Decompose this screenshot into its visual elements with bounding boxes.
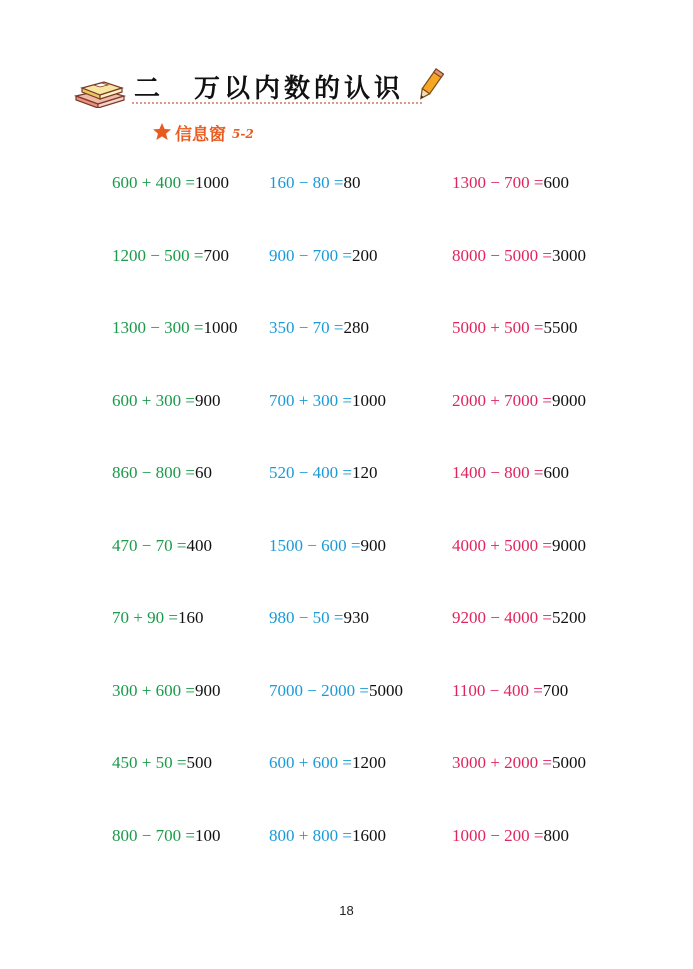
problem-expression: 1100 − 400 =: [452, 680, 543, 700]
problem-expression: 980 − 50 =: [269, 608, 344, 627]
problem-answer: 120: [351, 463, 378, 482]
arithmetic-problem: [112, 318, 237, 338]
problem-answer: 600: [543, 173, 569, 192]
arithmetic-problem: [452, 463, 569, 483]
page-number: 18: [339, 903, 354, 918]
problem-answer: 700: [203, 245, 229, 265]
problem-expression: 860 − 800 =: [112, 463, 195, 482]
problem-answer: 9000: [551, 390, 586, 410]
problem-answer: 280: [343, 318, 369, 337]
problem-answer: 200: [351, 245, 378, 265]
problem-expression: 9200 − 4000 =: [452, 608, 552, 627]
arithmetic-problem: [112, 826, 220, 846]
problem-answer: 1000: [203, 318, 238, 337]
section-code: 5-2: [232, 127, 254, 141]
problem-expression: 800 − 700 =: [112, 825, 195, 845]
pencil-icon: [414, 68, 444, 104]
arithmetic-problem: [452, 173, 569, 193]
problem-answer: 100: [194, 825, 221, 845]
problem-expression: 8000 − 5000 =: [452, 245, 552, 265]
problem-expression: 160 − 80 =: [269, 173, 344, 192]
problem-answer: 160: [177, 608, 204, 627]
arithmetic-problem: [269, 826, 386, 846]
arithmetic-problem: [269, 318, 369, 338]
problem-expression: 1000 − 200 =: [452, 825, 544, 845]
arithmetic-problem: [269, 173, 360, 193]
arithmetic-problem: [269, 608, 369, 628]
arithmetic-problem: [112, 173, 229, 193]
arithmetic-problem: [112, 753, 212, 773]
problem-expression: 1400 − 800 =: [452, 463, 544, 482]
problem-expression: 600 + 600 =: [269, 753, 352, 772]
arithmetic-problem: [269, 463, 377, 483]
arithmetic-problem: [452, 246, 586, 266]
arithmetic-problem: [452, 536, 586, 556]
problem-answer: 900: [360, 535, 386, 555]
arithmetic-problem: [269, 536, 386, 556]
arithmetic-problem: [112, 391, 220, 411]
problem-expression: 600 + 400 =: [112, 173, 195, 192]
problem-answer: 900: [194, 390, 221, 410]
problem-expression: 600 + 300 =: [112, 390, 195, 410]
arithmetic-problem: [269, 753, 386, 773]
arithmetic-problem: [452, 391, 586, 411]
star-icon: [152, 122, 172, 142]
problem-expression: 5000 + 500 =: [452, 318, 544, 337]
problem-answer: 5500: [543, 318, 578, 337]
problem-answer: 5000: [551, 753, 586, 772]
problem-answer: 1200: [351, 753, 386, 772]
problem-expression: 300 + 600 =: [112, 680, 195, 700]
problem-answer: 800: [543, 825, 569, 845]
section-heading: [152, 120, 254, 144]
problem-expression: 900 − 700 =: [269, 245, 352, 265]
problem-expression: 520 − 400 =: [269, 463, 352, 482]
arithmetic-problem: [269, 681, 403, 701]
arithmetic-problem: [112, 536, 212, 556]
problem-expression: 7000 − 2000 =: [269, 680, 369, 700]
problem-expression: 2000 + 7000 =: [452, 390, 552, 410]
problem-expression: 70 + 90 =: [112, 608, 178, 627]
arithmetic-problem: [269, 391, 386, 411]
problem-answer: 1000: [351, 390, 386, 410]
problem-answer: 60: [194, 463, 212, 482]
problem-answer: 3000: [551, 245, 586, 265]
chapter-title: 万以内数的认识: [194, 74, 405, 104]
problem-answer: 1600: [351, 825, 386, 845]
problem-answer: 500: [186, 753, 212, 772]
arithmetic-problem: [112, 246, 229, 266]
problem-answer: 900: [194, 680, 221, 700]
arithmetic-problem: [452, 826, 569, 846]
arithmetic-problem: [269, 246, 377, 266]
problem-answer: 9000: [551, 535, 586, 555]
problem-answer: 5200: [551, 608, 586, 627]
arithmetic-problem: [112, 681, 220, 701]
arithmetic-problem: [452, 608, 586, 628]
problem-expression: 1300 − 700 =: [452, 173, 544, 192]
title-underline: [132, 102, 422, 104]
books-icon: [72, 74, 128, 108]
problem-expression: 350 − 70 =: [269, 318, 344, 337]
problem-answer: 700: [542, 680, 569, 700]
chapter-number: 二: [134, 74, 163, 104]
problem-expression: 3000 + 2000 =: [452, 753, 552, 772]
problem-expression: 800 + 800 =: [269, 825, 352, 845]
problem-answer: 80: [343, 173, 361, 192]
problem-expression: 4000 + 5000 =: [452, 535, 552, 555]
problem-answer: 400: [186, 535, 212, 555]
arithmetic-problem: [452, 318, 577, 338]
section-label: 信息窗: [175, 124, 226, 145]
problem-expression: 1500 − 600 =: [269, 535, 361, 555]
problem-expression: 470 − 70 =: [112, 535, 187, 555]
problem-expression: 700 + 300 =: [269, 390, 352, 410]
arithmetic-problem: [452, 681, 568, 701]
problem-answer: 5000: [368, 680, 403, 700]
problem-expression: 1300 − 300 =: [112, 318, 204, 337]
arithmetic-problem: [112, 608, 203, 628]
problem-expression: 1200 − 500 =: [112, 245, 204, 265]
problem-answer: 600: [543, 463, 569, 482]
problem-answer: 1000: [194, 173, 229, 192]
arithmetic-problem: [452, 753, 586, 773]
arithmetic-problem: [112, 463, 212, 483]
problem-expression: 450 + 50 =: [112, 753, 187, 772]
chapter-header: [72, 64, 452, 112]
problem-answer: 930: [343, 608, 369, 627]
